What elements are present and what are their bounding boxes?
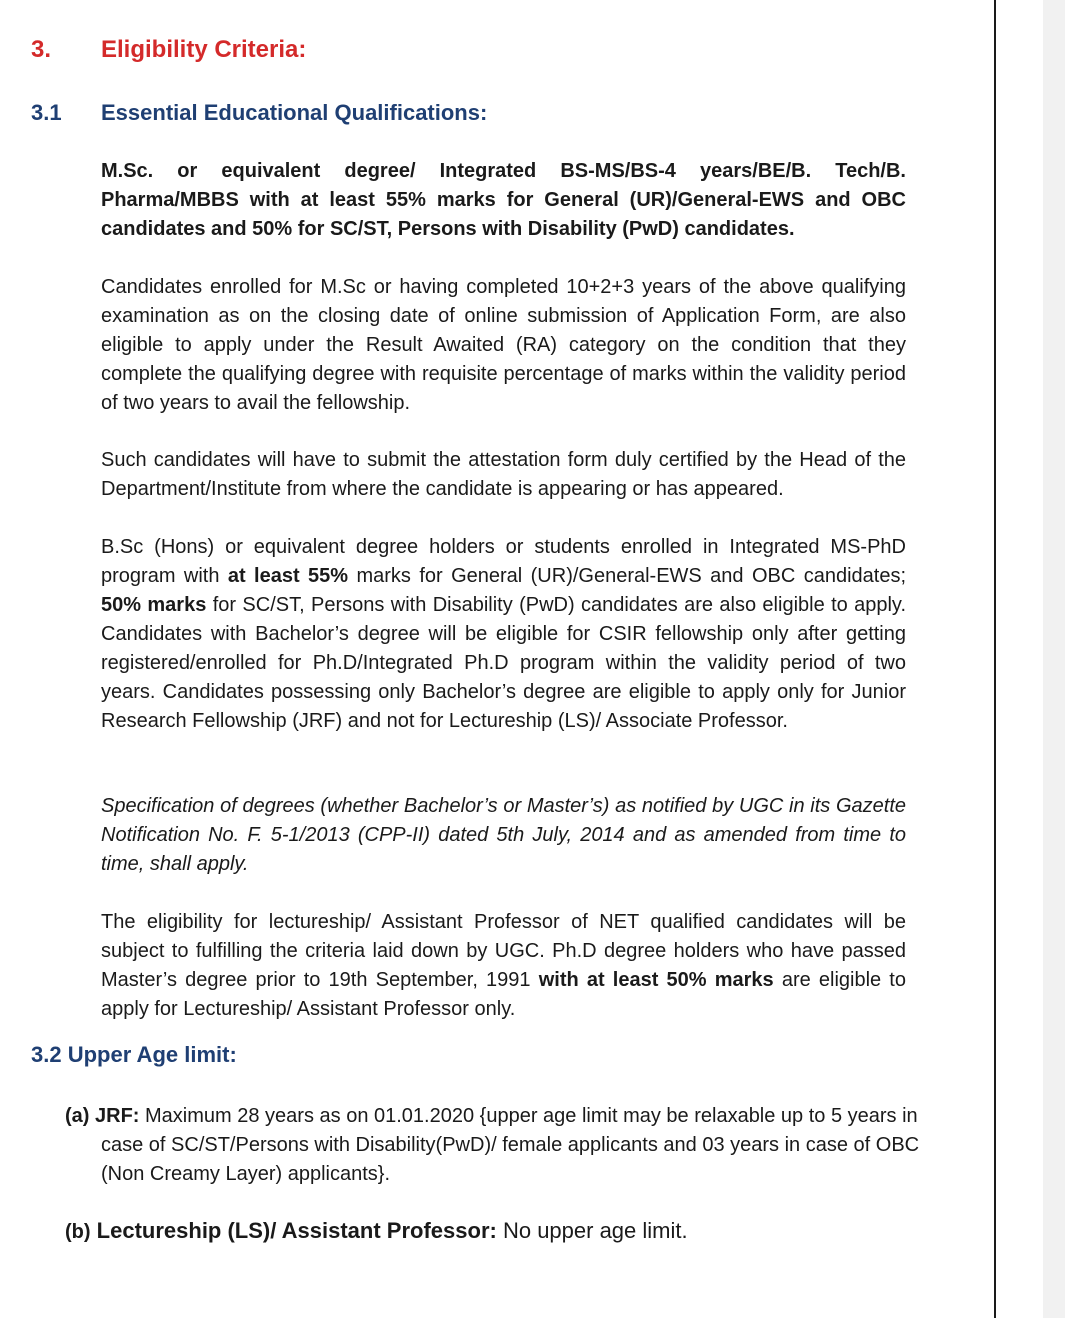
page-gutter	[996, 0, 1043, 1318]
qualification-paragraph-3: Such candidates will have to submit the attestation form duly certified by the Head of the Department/Institute from where the candidate is appearing or has appeared.	[101, 449, 906, 500]
qualification-paragraph-1: M.Sc. or equivalent degree/ Integrated BS-MS/BS-4 years/BE/B. Tech/B. Pharma/MBBS with at least 55% marks for General (UR)/General-EWS and OBC candidates and 50% for SC/ST, Persons with Disability (PwD) candidates.	[101, 160, 906, 240]
section-3-1-heading	[31, 100, 487, 126]
p4-text-a: B.Sc (Hons) or equivalent degree holders or students enrolled in Integrated MS-PhD program with	[101, 536, 906, 587]
section-3-1-number: 3.1	[31, 100, 62, 125]
qualification-paragraph-5: Specification of degrees (whether Bachelor’s or Master’s) as notified by UGC in its Gazette Notification No. F. 5-1/2013 (CPP-II) dated 5th July, 2014 and as amended from time to time, shall apply.	[101, 795, 906, 875]
p4-bold-d: 50% marks	[101, 594, 207, 616]
p6-text-a: The eligibility for lectureship/ Assistant Professor of NET qualified candidates will be subject to fulfilling the criteria laid down by UGC. Ph.D degree holders who have passed Master’s degree prior to 19th September, 1991	[101, 911, 906, 991]
qualification-paragraph-4	[101, 533, 906, 736]
age-limit-item-b	[65, 1216, 942, 1247]
section-3-number: 3.	[31, 36, 52, 63]
p4-bold-b: at least 55%	[227, 565, 349, 587]
p4-text-c: marks for General (UR)/General-EWS and OBC candidates;	[348, 565, 907, 587]
section-3-2-heading: 3.2 Upper Age limit:	[31, 1042, 237, 1067]
item-b-text: No upper age limit.	[496, 1218, 688, 1243]
section-3-1-title: Essential Educational Qualifications:	[101, 100, 488, 125]
vertical-scrollbar[interactable]	[1043, 0, 1065, 1318]
age-limit-item-a	[65, 1102, 942, 1189]
p6-bold-b: with at least 50% marks	[538, 969, 774, 991]
item-a-label: JRF:	[95, 1105, 140, 1127]
item-a-marker: (a)	[65, 1105, 90, 1127]
item-b-marker: (b)	[65, 1221, 91, 1243]
section-3-title: Eligibility Criteria:	[101, 36, 307, 63]
qualification-paragraph-6	[101, 908, 906, 1024]
p4-text-e: for SC/ST, Persons with Disability (PwD) candidates are also eligible to apply. Candidates with Bachelor’s degree will be eligible for CSIR fellowship only after getting registered/enrolled for Ph.D/Integrated Ph.D program within the validity period of two years. Candidates possessing only Bachelor’s degree are eligible to apply only for Junior Research Fellowship (JRF) and not for Lectureship (LS)/ Associate Professor.	[101, 594, 907, 732]
p6-text-c: are eligible to apply for Lectureship/ Assistant Professor only.	[101, 969, 906, 1020]
section-3-heading	[31, 36, 306, 64]
qualification-paragraph-2: Candidates enrolled for M.Sc or having completed 10+2+3 years of the above qualifying examination as on the closing date of online submission of Application Form, are also eligible to apply under the Result Awaited (RA) category on the condition that they complete the qualifying degree with requisite percentage of marks within the validity period of two years to avail the fellowship.	[101, 276, 906, 414]
item-b-label: Lectureship (LS)/ Assistant Professor:	[96, 1218, 497, 1243]
item-a-text: Maximum 28 years as on 01.01.2020 {upper age limit may be relaxable up to 5 years in case of SC/ST/Persons with Disability(PwD)/ female applicants and 03 years in case of OBC (Non Creamy Layer) applicants}.	[101, 1105, 920, 1185]
